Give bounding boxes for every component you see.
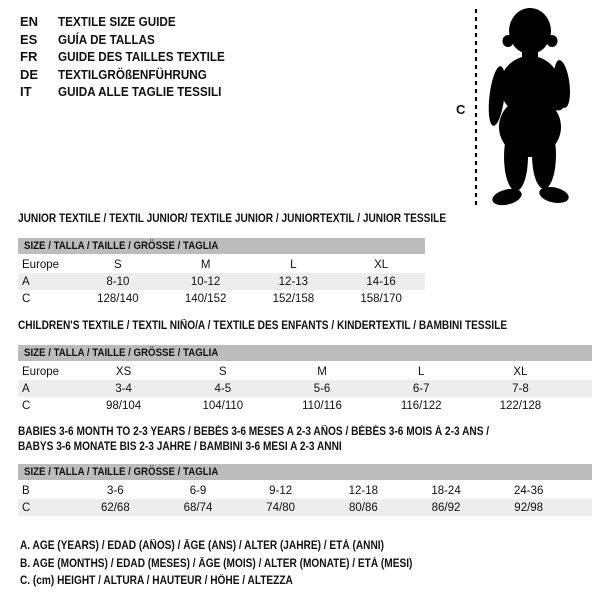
size-cell: M (200, 258, 211, 271)
footnote-text: A. AGE (YEARS) / EDAD (AÑOS) / ÂGE (ANS) / ALTER (JAHRE) / ETÀ (ANNI) (20, 540, 384, 552)
size-cell: 14-16 (366, 275, 396, 288)
children-size-table (18, 345, 592, 414)
language-row (20, 13, 243, 31)
language-row (20, 66, 243, 84)
size-cell: 6-7 (412, 382, 430, 395)
table-title-line (18, 425, 553, 440)
table-row (18, 363, 592, 380)
babies-size-table (18, 464, 592, 516)
row-label: Europe (22, 258, 60, 271)
language-row (20, 48, 243, 66)
size-cell: 116/122 (400, 399, 442, 412)
size-header-text: SIZE / TALLA / TAILLE / GRÖSSE / TAGLIA (24, 240, 219, 252)
table-row (18, 499, 592, 516)
size-cell: XL (374, 258, 389, 271)
legend-footnotes (20, 538, 466, 591)
size-cell: 4-5 (214, 382, 232, 395)
size-cell: 62/68 (100, 501, 130, 514)
table-title-line (18, 440, 553, 455)
children-table-title (18, 319, 574, 334)
size-cell: 3-4 (115, 382, 132, 395)
language-row (20, 31, 243, 49)
size-header-text: SIZE / TALLA / TAILLE / GRÖSSE / TAGLIA (24, 347, 219, 359)
size-cell: 158/170 (360, 292, 402, 305)
language-title (58, 83, 240, 101)
table-row (18, 273, 425, 290)
language-title-text: GUIDA ALLE TAGLIE TESSILI (58, 84, 222, 99)
size-cell: 122/128 (499, 399, 542, 412)
babies-table-title (18, 425, 553, 454)
table-rows (18, 363, 592, 414)
size-cell: 140/152 (184, 292, 227, 305)
language-code: EN (20, 14, 39, 29)
row-label: A (22, 275, 30, 288)
size-cell: 12-13 (278, 275, 309, 288)
row-label: A (22, 382, 30, 395)
table-title-text: BABYS 3-6 MONATE BIS 2-3 JAHRE / BAMBINI 3-6 MESI A 2-3 ANNI (18, 440, 342, 453)
language-code: ES (20, 31, 38, 47)
size-cell: 152/158 (272, 292, 315, 305)
size-cell: 5-6 (313, 382, 331, 395)
size-cell: 110/116 (302, 399, 342, 412)
table-row (18, 482, 592, 499)
language-title (58, 31, 166, 49)
language-title (58, 48, 243, 66)
language-code: IT (20, 84, 32, 99)
height-measure-dashed-line (475, 9, 477, 207)
size-cell: XL (513, 365, 528, 378)
language-title-text: TEXTILGRÖßENFÜHRUNG (58, 66, 207, 82)
size-cell: 80/86 (348, 501, 378, 514)
row-label: C (22, 399, 31, 412)
language-title-text: GUIDE DES TAILLES TEXTILE (58, 49, 225, 64)
size-cell: 24-36 (513, 484, 544, 497)
table-rows (18, 256, 425, 307)
size-header-bar (18, 464, 592, 480)
size-cell: XS (115, 365, 132, 378)
size-cell: 104/110 (202, 399, 244, 412)
language-title (58, 66, 223, 84)
table-title-text: BABIES 3-6 MONTH TO 2-3 YEARS / BEBÉS 3-6 MESES A 2-3 AÑOS / BÉBÉS 3-6 MOIS À 2-3 ANS / (18, 426, 490, 438)
size-cell: 12-18 (348, 484, 379, 497)
size-cell: 7-8 (512, 382, 529, 395)
size-cell: L (290, 258, 297, 271)
size-cell: 6-9 (189, 484, 207, 497)
footnote-text: B. AGE (MONTHS) / EDAD (MESES) / ÂGE (MOIS) / ALTER (MONATE) / ETÀ (MESI) (20, 557, 413, 570)
size-cell: 9-12 (269, 484, 293, 497)
table-title-text: CHILDREN'S TEXTILE / TEXTIL NIÑO/A / TEXTILE DES ENFANTS / KINDERTEXTIL / BAMBINI TESSILE (18, 320, 508, 332)
language-row (20, 83, 243, 101)
junior-size-table (18, 238, 425, 307)
language-header (20, 13, 243, 101)
table-title-text: JUNIOR TEXTILE / TEXTIL JUNIOR/ TEXTILE JUNIOR / JUNIORTEXTIL / JUNIOR TESSILE (18, 213, 447, 225)
size-cell: 98/104 (106, 399, 142, 412)
table-title-line (18, 319, 574, 334)
height-measure-label: C (456, 102, 466, 117)
size-cell: L (418, 365, 425, 378)
row-label: C (22, 501, 31, 514)
size-cell: 68/74 (183, 501, 213, 514)
size-header-bar (18, 345, 592, 361)
language-title (58, 13, 189, 31)
language-code: FR (20, 49, 38, 64)
baby-silhouette-icon (480, 4, 580, 210)
row-label: B (22, 484, 30, 497)
size-cell: 92/98 (514, 501, 544, 514)
size-cell: S (218, 365, 227, 378)
size-cell: 86/92 (431, 501, 461, 514)
size-cell: 18-24 (431, 484, 461, 497)
size-cell: M (317, 365, 327, 378)
size-cell: 8-10 (106, 275, 130, 288)
table-row (18, 397, 592, 414)
size-cell: 74/80 (266, 501, 296, 514)
size-cell: S (114, 258, 122, 271)
footnote-line (20, 538, 466, 556)
footnote-text: C. (cm) HEIGHT / ALTURA / HAUTEUR / HÖHE / ALTEZZA (20, 575, 293, 588)
row-label: Europe (22, 365, 60, 378)
table-rows (18, 482, 592, 516)
language-title-text: GUÍA DE TALLAS (58, 31, 155, 47)
footnote-line (20, 573, 466, 591)
size-cell: 3-6 (107, 484, 124, 497)
table-row (18, 290, 425, 307)
footnote-line (20, 556, 466, 574)
language-code: DE (20, 66, 39, 82)
table-row (18, 256, 425, 273)
size-header-text: SIZE / TALLA / TAILLE / GRÖSSE / TAGLIA (24, 466, 219, 478)
table-title-line (18, 212, 504, 227)
language-title-text: TEXTILE SIZE GUIDE (58, 14, 176, 29)
size-header-bar (18, 238, 425, 254)
size-cell: 10-12 (190, 275, 221, 288)
row-label: C (22, 292, 31, 305)
table-row (18, 380, 592, 397)
size-cell: 128/140 (97, 292, 139, 305)
junior-table-title (18, 212, 504, 227)
